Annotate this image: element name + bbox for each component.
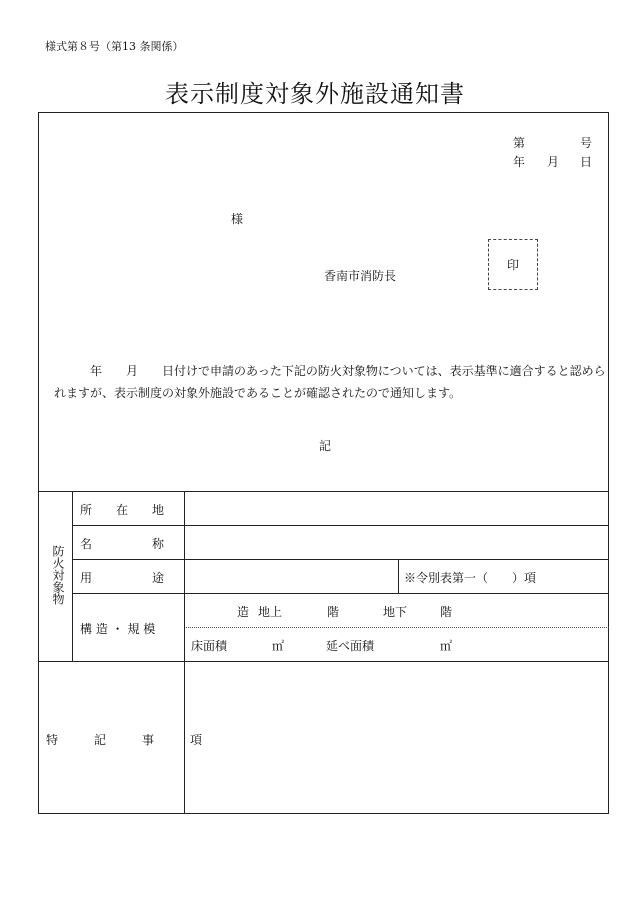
divider-name-row — [72, 559, 609, 560]
divider-use-row — [72, 593, 609, 594]
group-label-fire-object: 防火対象物 — [51, 545, 65, 605]
structure-above-ground: 地上 — [258, 605, 283, 619]
divider-group-column — [72, 491, 73, 661]
ki-heading: 記 — [319, 439, 332, 453]
name-label: 名 称 — [80, 537, 165, 551]
notice-body: 年 月 日付けで申請のあった下記の防火対象物については、表示基準に適合すると認められますが、表示制度の対象外施設であることが確認されたので通知します。 — [54, 364, 606, 400]
remarks-label: 特 記 事 項 — [46, 733, 203, 747]
total-area-unit: ㎡ — [440, 639, 453, 653]
total-area-label: 延べ面積 — [326, 639, 375, 653]
floor-area-label: 床面積 — [191, 639, 228, 653]
form-number-label: 様式第８号（第13 条関係） — [45, 40, 184, 53]
form-frame — [38, 112, 609, 814]
seal-box — [488, 239, 538, 290]
location-label: 所 在 地 — [80, 503, 165, 517]
structure-floors-below: 階 — [440, 605, 453, 619]
structure-floors-above: 階 — [327, 605, 340, 619]
addressee-suffix: 様 — [231, 212, 244, 226]
divider-location-row — [72, 525, 609, 526]
divider-remarks — [38, 661, 609, 662]
structure-zou: 造 — [237, 605, 250, 619]
structure-below-ground: 地下 — [383, 605, 408, 619]
date-month: 月 — [547, 155, 560, 169]
document-title: 表示制度対象外施設通知書 — [165, 80, 465, 108]
seal-mark: 印 — [506, 258, 519, 272]
use-label: 用 途 — [80, 571, 165, 585]
divider-structure-dotted — [184, 627, 609, 628]
divider-top-table — [38, 491, 609, 492]
number-suffix: 号 — [580, 136, 593, 150]
structure-label: 構 造 ・ 規 模 — [80, 622, 156, 636]
number-prefix: 第 — [513, 136, 526, 150]
floor-area-unit: ㎡ — [272, 639, 285, 653]
use-category-note: ※令別表第一（ ）項 — [404, 571, 537, 585]
date-year: 年 — [513, 155, 526, 169]
divider-use-note-column — [398, 559, 399, 593]
date-day: 日 — [580, 155, 593, 169]
issuer-name: 香南市消防長 — [324, 269, 397, 283]
divider-label-column — [184, 491, 185, 814]
